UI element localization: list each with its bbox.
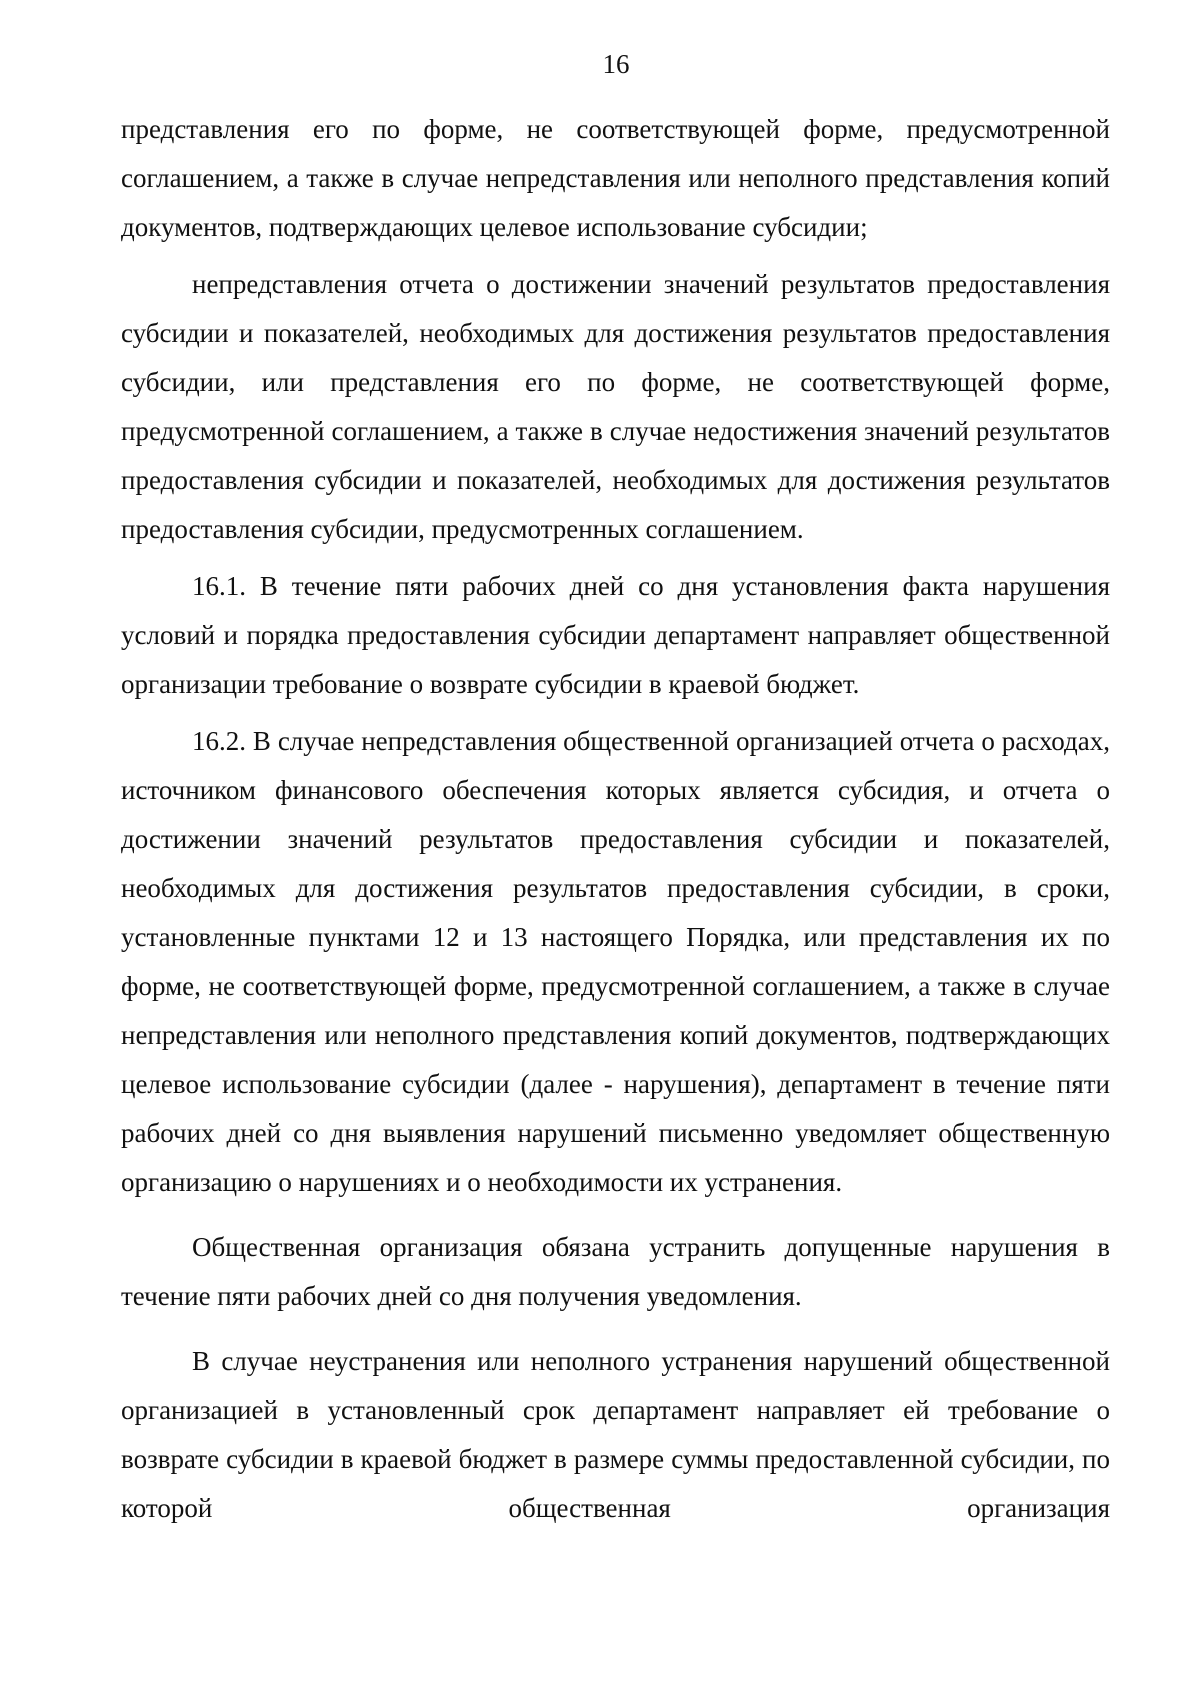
document-body <box>121 105 1110 1533</box>
paragraph-report-nonsubmission: непредставления отчета о достижении значений результатов предоставления субсидии и показателей, необходимых для достижения результатов предоставления субсидии, или представления его по форме, не соответствующей форме, предусмотренной соглашением, а также в случае недостижения значений результатов предоставления субсидии и показателей, необходимых для достижения результатов предоставления субсидии, предусмотренных соглашением. <box>121 269 1110 544</box>
paragraph-nonremediation: В случае неустранения или неполного устранения нарушений общественной организацией в установленный срок департамент направляет ей требование о возврате субсидии в краевой бюджет в размере суммы предоставленной субсидии, по которой общественная организация <box>121 1346 1110 1523</box>
page-number: 16 <box>602 49 630 79</box>
paragraph-obligation: Общественная организация обязана устранить допущенные нарушения в течение пяти рабочих дней со дня получения уведомления. <box>121 1232 1110 1311</box>
paragraph-continuation: представления его по форме, не соответствующей форме, предусмотренной соглашением, а также в случае непредставления или неполного представления копий документов, подтверждающих целевое использование субсидии; <box>121 114 1110 242</box>
paragraph-16-1: 16.1. В течение пяти рабочих дней со дня установления факта нарушения условий и порядка предоставления субсидии департамент направляет общественной организации требование о возврате субсидии в краевой бюджет. <box>121 571 1110 699</box>
paragraph-16-2: 16.2. В случае непредставления общественной организацией отчета о расходах, источником финансового обеспечения которых является субсидия, и отчета о достижении значений результатов предоставления субсидии и показателей, необходимых для достижения результатов предоставления субсидии, в сроки, установленные пунктами 12 и 13 настоящего Порядка, или представления их по форме, не соответствующей форме, предусмотренной соглашением, а также в случае непредставления или неполного представления копий документов, подтверждающих целевое использование субсидии (далее - нарушения), департамент в течение пяти рабочих дней со дня выявления нарушений письменно уведомляет общественную организацию о нарушениях и о необходимости их устранения. <box>121 726 1110 1197</box>
